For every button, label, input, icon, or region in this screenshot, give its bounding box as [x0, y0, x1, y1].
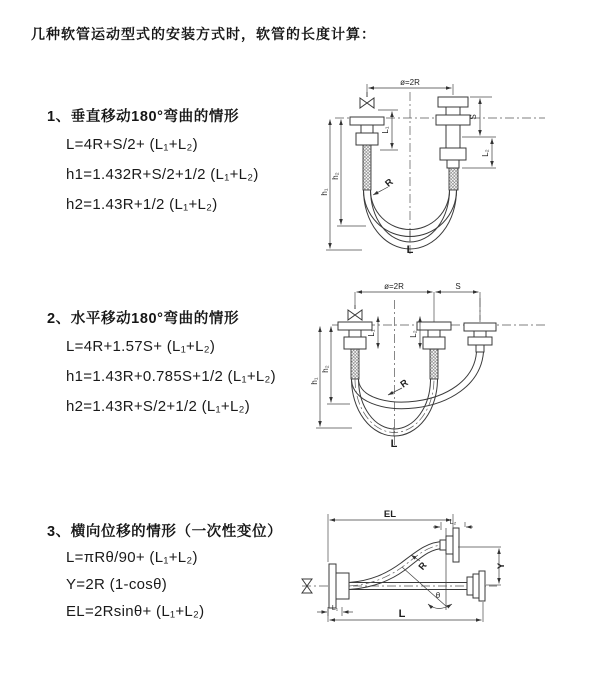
section-2-formula-h1: h1=1.43R+0.785S+1/2 (L₁+L₂) — [66, 368, 276, 385]
length-callout — [407, 231, 414, 256]
hose-u-bend-positions — [352, 352, 484, 436]
dim-label-R: R — [416, 560, 430, 573]
dimension-L1-lower-left — [317, 605, 353, 616]
dim-label-2R: ø=2R — [400, 78, 420, 87]
left-flange-fitting — [329, 564, 349, 608]
dim-label-L1: L₁ — [367, 329, 376, 337]
dim-label-S: S — [469, 114, 478, 120]
centerlines — [332, 298, 548, 447]
section-2-heading: 2、水平移动180°弯曲的情形 — [47, 311, 240, 327]
section-1-formula-L: L=4R+S/2+ (L₁+L₂) — [66, 136, 198, 153]
page-title: 几种软管运动型式的安装方式时，软管的长度计算： — [31, 26, 376, 42]
dimension-L2-right — [462, 139, 496, 169]
dimension-top-2R — [355, 283, 480, 322]
section-1-heading: 1、垂直移动180°弯曲的情形 — [47, 109, 240, 125]
dim-label-L2: L₂ — [449, 519, 457, 526]
dim-label-h2: h₂ — [321, 365, 330, 373]
dim-label-2R: ø=2R — [384, 283, 404, 291]
radius-callout — [373, 177, 396, 195]
length-callout — [391, 427, 398, 450]
dim-label-S: S — [455, 283, 461, 291]
section-3-formula-L: L=πRθ/90+ (L₁+L₂) — [66, 549, 198, 566]
right-flange-fitting — [467, 571, 485, 601]
section-2-formula-h2: h2=1.43R+S/2+1/2 (L₁+L₂) — [66, 398, 251, 415]
diagram-vertical-180-bend — [310, 75, 580, 260]
dim-label-h1: h₁ — [320, 188, 329, 196]
dim-label-L1: L₁ — [381, 126, 390, 134]
dim-label-EL: EL — [383, 509, 397, 520]
dim-label-h2: h₂ — [331, 172, 340, 180]
dim-label-L2: L₂ — [409, 330, 418, 338]
diagram-lateral-displacement — [298, 503, 590, 653]
dim-label-R: R — [383, 176, 396, 190]
section-3-heading: 3、横向位移的情形（一次性变位） — [47, 524, 283, 540]
right-end-fitting — [464, 323, 496, 352]
dimension-L1-left — [378, 110, 398, 150]
section-1-formula-h2: h2=1.43R+1/2 (L₁+L₂) — [66, 196, 218, 213]
dimension-L1 — [367, 317, 378, 349]
dim-label-L: L — [398, 608, 406, 620]
dim-label-L: L — [390, 438, 398, 450]
dimension-top-S — [436, 283, 479, 292]
section-1-formula-h1: h1=1.432R+S/2+1/2 (L₁+L₂) — [66, 166, 259, 183]
dim-label-L1: L₁ — [331, 605, 339, 612]
diagram-horizontal-180-bend — [310, 283, 580, 453]
section-3-formula-EL: EL=2Rsinθ+ (L₁+L₂) — [66, 603, 205, 620]
section-3-formula-Y: Y=2R (1-cosθ) — [66, 576, 168, 593]
upper-flange-fitting — [440, 528, 459, 562]
dimension-L2 — [409, 317, 420, 349]
section-2-formula-L: L=4R+1.57S+ (L₁+L₂) — [66, 338, 216, 355]
dim-label-theta: θ — [435, 591, 441, 600]
dim-label-L: L — [406, 244, 414, 256]
dim-label-h1: h₁ — [310, 377, 319, 385]
dimension-EL — [328, 509, 453, 562]
dim-label-Y: Y — [496, 562, 507, 570]
right-end-fitting — [436, 97, 470, 190]
radius-callout — [388, 377, 411, 395]
dim-label-L2: L₂ — [481, 149, 490, 157]
left-end-fitting — [350, 117, 384, 190]
dim-label-R: R — [398, 377, 411, 391]
middle-end-fitting — [417, 292, 451, 379]
